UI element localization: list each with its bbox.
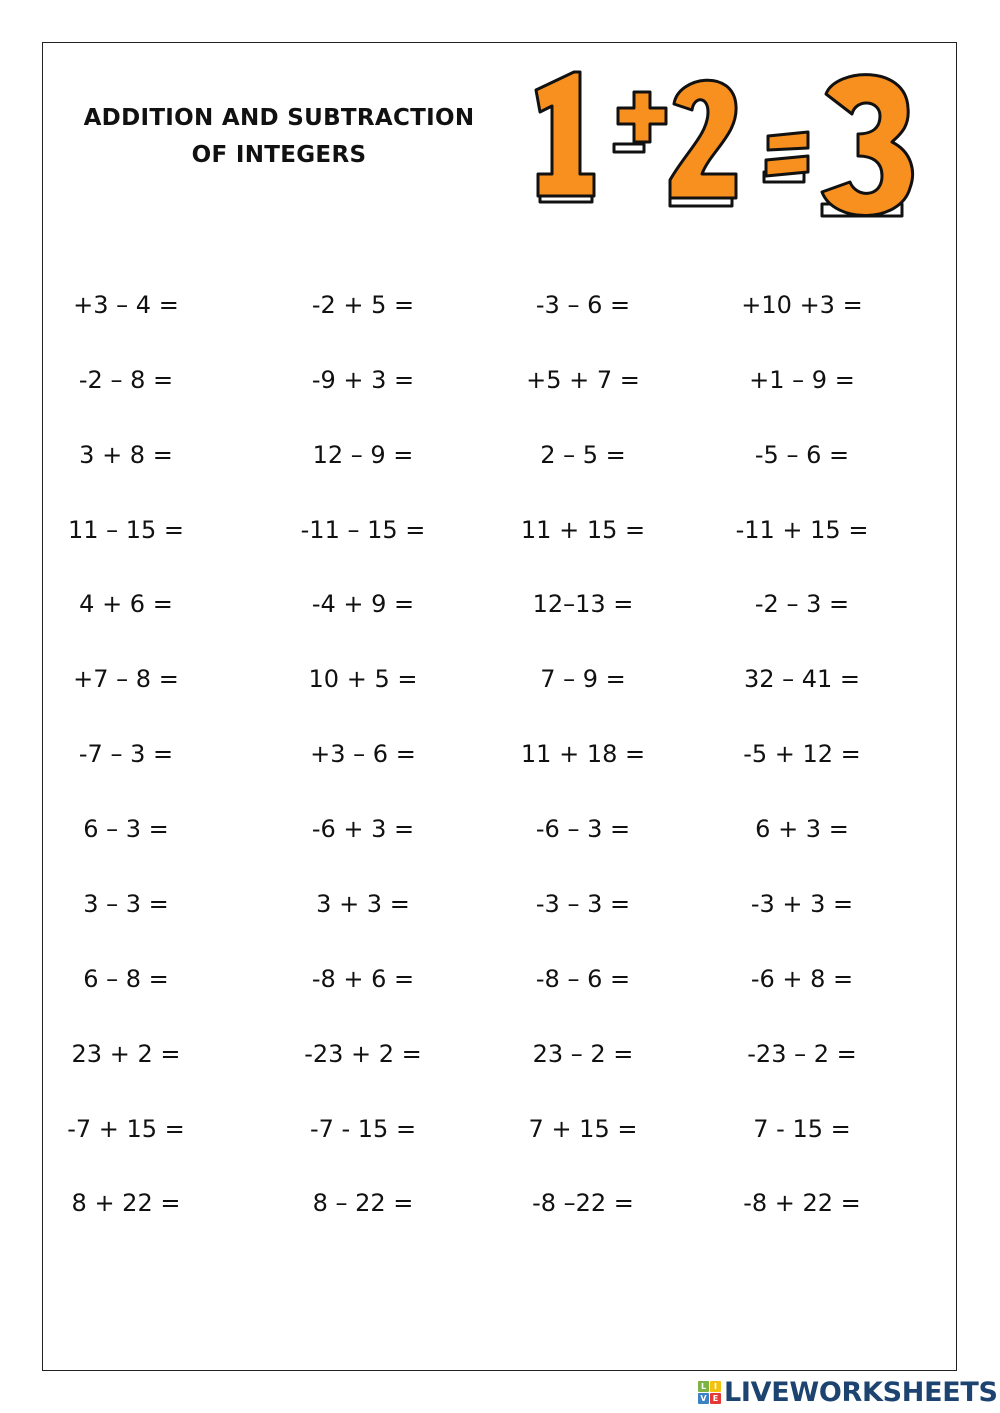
math-problem: -23 + 2 = [304,1040,422,1068]
math-problem: +3 – 6 = [310,740,416,768]
math-problem: -7 - 15 = [309,1115,417,1143]
math-problem: 7 – 9 = [540,665,626,693]
math-problem: -4 + 9 = [311,590,415,618]
one-plus-two-equals-three-illustration [522,64,922,244]
math-problem: +10 +3 = [741,291,863,319]
math-problem: 12 – 9 = [312,441,414,469]
math-problem: -8 + 22 = [743,1189,861,1217]
logo-tile: I [710,1381,721,1392]
math-problem: +5 + 7 = [526,366,640,394]
equals-top-shape [768,132,808,150]
math-problem: -3 – 6 = [535,291,631,319]
liveworksheets-logo [698,1377,998,1407]
logo-tile: V [698,1393,709,1404]
math-problem: 3 – 3 = [83,890,169,918]
math-problem: 11 + 18 = [520,740,646,768]
math-problem: -23 – 2 = [747,1040,857,1068]
math-problem: -8 + 6 = [311,965,415,993]
title-line-1: ADDITION AND SUBTRACTION [83,105,475,131]
logo-wordmark: LIVEWORKSHEETS [724,1376,998,1408]
math-problem: 11 + 15 = [520,516,646,544]
math-problem: -2 – 3 = [754,590,850,618]
math-problem: -6 – 3 = [535,815,631,843]
plus-sign-shape [618,92,666,142]
math-problem: 12–13 = [532,590,634,618]
math-problem: -7 + 15 = [67,1115,185,1143]
logo-tile: L [698,1381,709,1392]
digit-three-shape [822,75,913,216]
math-problem: -8 –22 = [532,1189,634,1217]
digit-one-shape [536,72,594,196]
math-problem: -5 – 6 = [754,441,850,469]
math-problem: -3 + 3 = [750,890,854,918]
math-problem: 6 – 3 = [83,815,169,843]
math-problem: -11 + 15 = [735,516,869,544]
math-problem: 6 + 3 = [755,815,849,843]
math-problem: 2 – 5 = [540,441,626,469]
math-problem: 3 + 3 = [316,890,410,918]
title-line-2: OF INTEGERS [191,142,367,168]
math-problem: 3 + 8 = [79,441,173,469]
math-problem: -6 + 8 = [750,965,854,993]
math-problem: -8 – 6 = [535,965,631,993]
logo-tiles-icon [698,1381,721,1404]
math-problem: 32 – 41 = [743,665,861,693]
math-problem: -3 – 3 = [535,890,631,918]
math-problem: 11 – 15 = [67,516,185,544]
math-problem: 8 + 22 = [71,1189,181,1217]
math-problem: 7 - 15 = [753,1115,851,1143]
math-problem: 7 + 15 = [528,1115,638,1143]
digit-two-shape [670,80,736,198]
math-problem: -6 + 3 = [311,815,415,843]
math-problem: 8 – 22 = [312,1189,414,1217]
math-problem: +1 – 9 = [749,366,855,394]
math-problem: +3 – 4 = [73,291,179,319]
math-problem: 4 + 6 = [79,590,173,618]
math-problem: 6 – 8 = [83,965,169,993]
math-problem: 10 + 5 = [308,665,418,693]
math-problem: -11 – 15 = [300,516,426,544]
math-problem: 23 – 2 = [532,1040,634,1068]
math-problem: -9 + 3 = [311,366,415,394]
math-problem: -2 – 8 = [78,366,174,394]
logo-tile: E [710,1393,721,1404]
math-problem: -7 – 3 = [78,740,174,768]
math-problem: -5 + 12 = [743,740,861,768]
math-problem: 23 + 2 = [71,1040,181,1068]
math-problem: +7 – 8 = [73,665,179,693]
math-problem: -2 + 5 = [311,291,415,319]
worksheet-title [64,100,494,174]
equals-bottom-shape [766,156,808,176]
